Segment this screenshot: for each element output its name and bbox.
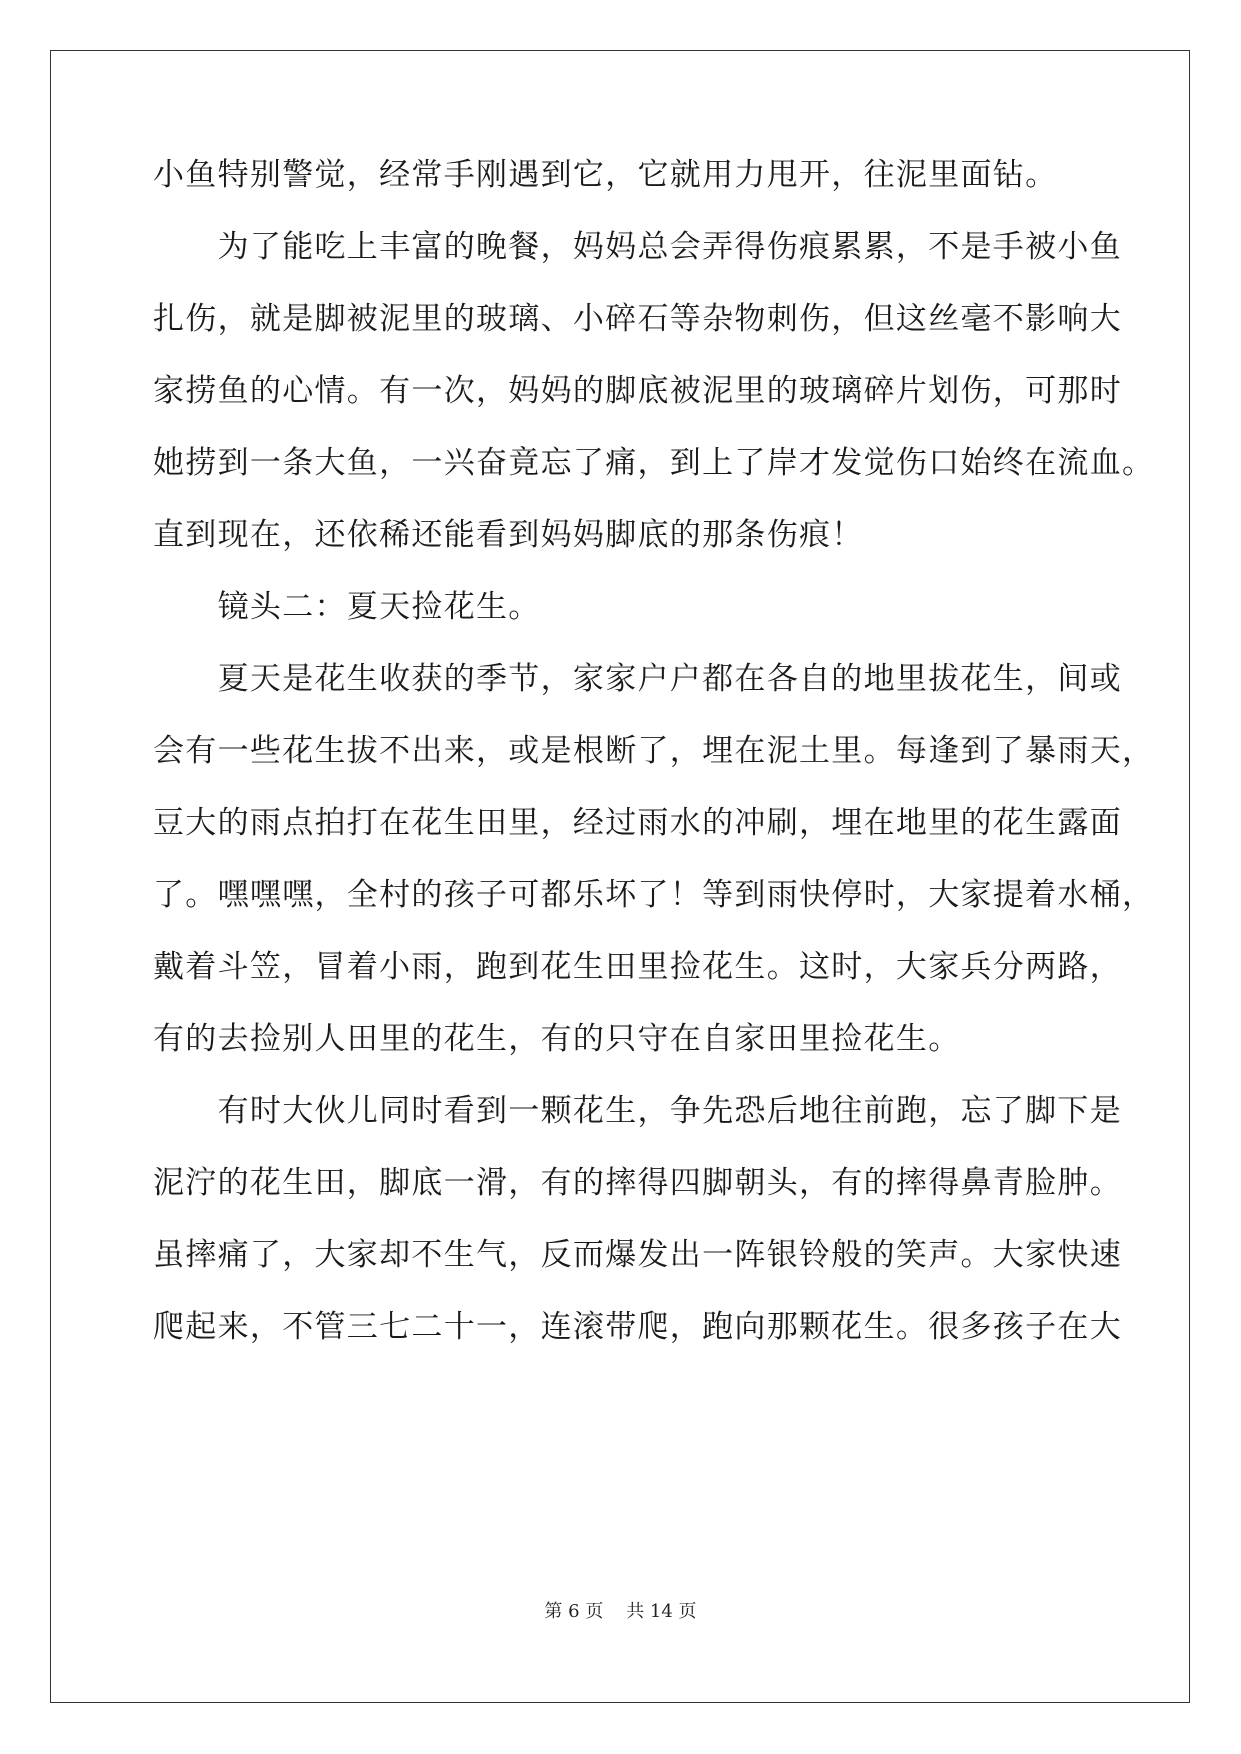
text-line: 她捞到一条大鱼，一兴奋竟忘了痛，到上了岸才发觉伤口始终在流血。	[153, 445, 1155, 481]
text-line: 戴着斗笠，冒着小雨，跑到花生田里捡花生。这时，大家兵分两路，	[153, 949, 1122, 985]
text-line: 爬起来，不管三七二十一，连滚带爬，跑向那颗花生。很多孩子在大	[153, 1309, 1122, 1345]
page-number-footer: 第 6 页 共 14 页	[544, 1601, 697, 1622]
text-line: 镜头二：夏天捡花生。	[153, 589, 541, 625]
text-line: 虽摔痛了，大家却不生气，反而爆发出一阵银铃般的笑声。大家快速	[153, 1237, 1122, 1273]
text-line: 泥泞的花生田，脚底一滑，有的摔得四脚朝头，有的摔得鼻青脸肿。	[153, 1165, 1122, 1201]
text-line: 豆大的雨点拍打在花生田里，经过雨水的冲刷，埋在地里的花生露面	[153, 805, 1122, 841]
text-line: 会有一些花生拔不出来，或是根断了，埋在泥土里。每逢到了暴雨天，	[153, 733, 1155, 769]
text-line: 夏天是花生收获的季节，家家户户都在各自的地里拔花生，间或	[153, 661, 1122, 697]
text-line: 直到现在，还依稀还能看到妈妈脚底的那条伤痕！	[153, 517, 864, 553]
text-line: 扎伤，就是脚被泥里的玻璃、小碎石等杂物刺伤，但这丝毫不影响大	[153, 301, 1122, 337]
text-line: 有时大伙儿同时看到一颗花生，争先恐后地往前跑，忘了脚下是	[153, 1093, 1122, 1129]
text-line: 为了能吃上丰富的晚餐，妈妈总会弄得伤痕累累，不是手被小鱼	[153, 229, 1122, 265]
text-line: 家捞鱼的心情。有一次，妈妈的脚底被泥里的玻璃碎片划伤，可那时	[153, 373, 1122, 409]
text-line: 了。嘿嘿嘿，全村的孩子可都乐坏了！等到雨快停时，大家提着水桶，	[153, 877, 1155, 913]
text-line: 小鱼特别警觉，经常手刚遇到它，它就用力甩开，往泥里面钻。	[153, 157, 1058, 193]
text-line: 有的去捡别人田里的花生，有的只守在自家田里捡花生。	[153, 1021, 961, 1057]
